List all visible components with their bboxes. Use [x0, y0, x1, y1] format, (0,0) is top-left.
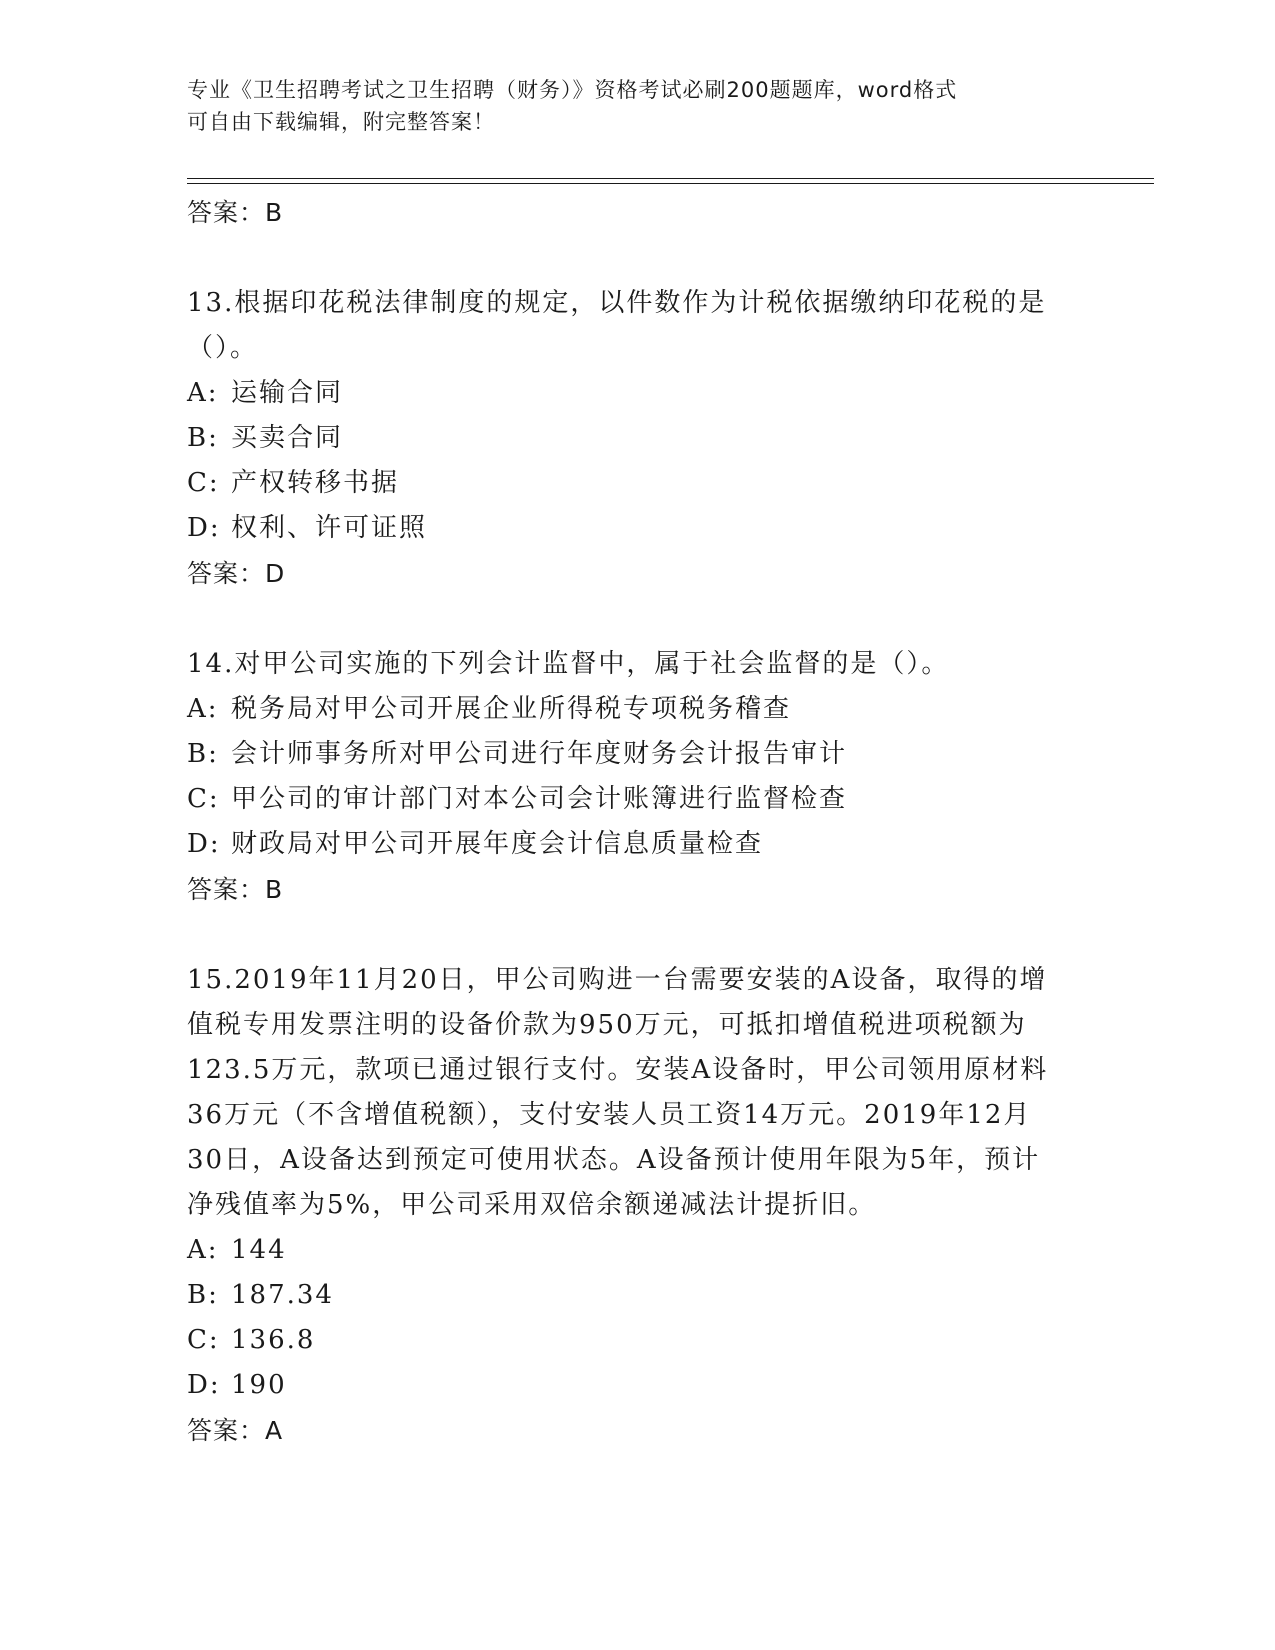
header-line-1: 专业《卫生招聘考试之卫生招聘（财务）》资格考试必刷200题题库，word格式 [187, 78, 958, 102]
answer-label: 答案： [187, 875, 266, 904]
option-d [187, 506, 1087, 551]
option-text: 甲公司的审计部门对本公司会计账簿进行监督检查 [231, 784, 848, 814]
option-letter: D: [187, 1370, 221, 1400]
question-list [187, 185, 1087, 1453]
answer-label: 答案： [187, 1416, 266, 1445]
header-double-rule [187, 178, 1154, 184]
answer-label: 答案： [187, 559, 266, 588]
option-letter: C: [187, 468, 220, 498]
question-text-line: 15.2019年11月20日，甲公司购进一台需要安装的A设备，取得的增 [187, 965, 1048, 995]
answer-value: D [265, 559, 286, 588]
option-d [187, 822, 1087, 867]
answer-line [187, 1408, 1087, 1453]
option-b [187, 1273, 1087, 1318]
answer-label: 答案： [187, 198, 266, 227]
answer-value: A [265, 1416, 284, 1445]
option-letter: C: [187, 784, 220, 814]
option-text: 190 [231, 1370, 287, 1400]
question-text-line: 123.5万元，款项已通过银行支付。安装A设备时，甲公司领用原材料 [187, 1055, 1049, 1085]
question-text-line: 净残值率为5%，甲公司采用双倍余额递减法计提折旧。 [187, 1190, 877, 1220]
question-13 [187, 281, 1087, 596]
option-letter: A: [187, 694, 219, 724]
option-text: 财政局对甲公司开展年度会计信息质量检查 [231, 829, 764, 859]
option-a [187, 687, 1087, 732]
question-text-line: 36万元（不含增值税额），支付安装人员工资14万元。2019年12月 [187, 1100, 1032, 1130]
answer-value: B [265, 198, 284, 227]
question-14 [187, 642, 1087, 912]
option-text: 权利、许可证照 [231, 513, 428, 543]
question-text-line: 值税专用发票注明的设备价款为950万元，可抵扣增值税进项税额为 [187, 1010, 1027, 1040]
option-text: 运输合同 [231, 378, 344, 408]
option-letter: A: [187, 1235, 219, 1265]
option-b [187, 416, 1087, 461]
question-text-line: 13.根据印花税法律制度的规定，以件数作为计税依据缴纳印花税的是 [187, 288, 1047, 318]
option-text: 产权转移书据 [231, 468, 400, 498]
question-text-line: 14.对甲公司实施的下列会计监督中，属于社会监督的是（）。 [187, 649, 950, 679]
option-letter: B: [187, 423, 219, 453]
option-letter: A: [187, 378, 219, 408]
answer-line [187, 551, 1087, 596]
option-letter: C: [187, 1325, 220, 1355]
answer-value: B [265, 875, 284, 904]
question-15 [187, 958, 1087, 1453]
option-letter: B: [187, 739, 219, 769]
option-text: 187.34 [231, 1280, 334, 1310]
option-a [187, 1228, 1087, 1273]
option-letter: D: [187, 513, 221, 543]
option-c [187, 461, 1087, 506]
option-letter: B: [187, 1280, 219, 1310]
option-c [187, 777, 1087, 822]
option-text: 136.8 [231, 1325, 316, 1355]
option-letter: D: [187, 829, 221, 859]
option-d [187, 1363, 1087, 1408]
answer-line [187, 190, 1087, 235]
question-text-line: 30日，A设备达到预定可使用状态。A设备预计使用年限为5年，预计 [187, 1145, 1041, 1175]
option-b [187, 732, 1087, 777]
option-c [187, 1318, 1087, 1363]
answer-line [187, 867, 1087, 912]
option-text: 买卖合同 [231, 423, 344, 453]
option-a [187, 371, 1087, 416]
option-text: 会计师事务所对甲公司进行年度财务会计报告审计 [231, 739, 848, 769]
option-text: 税务局对甲公司开展企业所得税专项税务稽查 [231, 694, 792, 724]
questions-container [187, 281, 1087, 1453]
document-header [187, 74, 1087, 138]
option-text: 144 [231, 1235, 287, 1265]
question-text-line: （）。 [187, 333, 259, 363]
header-line-2: 可自由下载编辑，附完整答案！ [187, 110, 495, 134]
